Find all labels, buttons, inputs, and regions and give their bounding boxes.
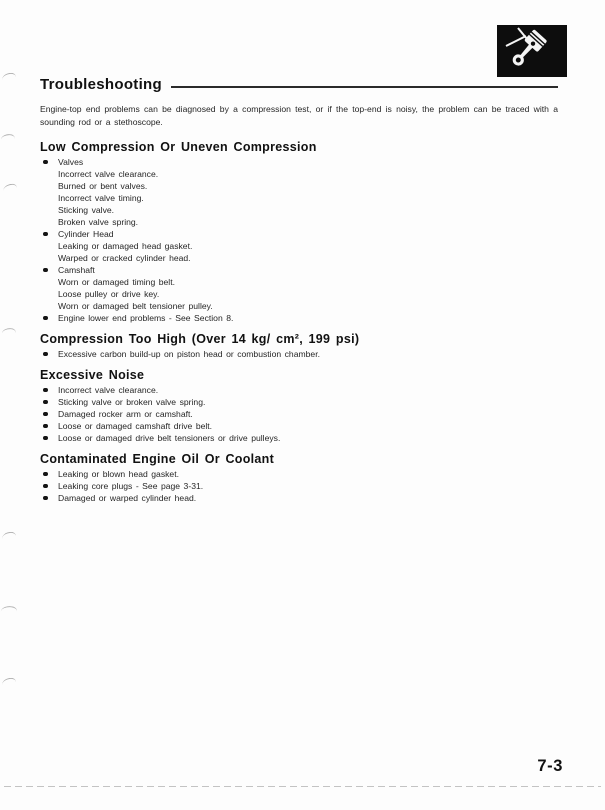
list-item <box>40 408 558 420</box>
list-item-label: Damaged rocker arm or camshaft. <box>58 409 193 419</box>
section-heading: Compression Too High (Over 14 kg/ cm², 199 psi) <box>40 332 360 346</box>
intro-line: Engine-top end problems can be diagnosed by a compression test, or if the top-end is noisy, the problem can be traced with a <box>40 104 558 114</box>
cause-list <box>40 468 558 504</box>
page-edge-mark <box>2 73 16 81</box>
intro-paragraph <box>40 103 558 128</box>
intro-line: sounding rod or a stethoscope. <box>40 116 163 127</box>
list-subitem: Leaking or damaged head gasket. <box>58 241 193 251</box>
list-item <box>40 348 558 360</box>
bullet-icon <box>43 352 48 357</box>
list-subitem: Broken valve spring. <box>58 217 139 227</box>
page-edge-mark <box>1 134 15 142</box>
list-subitem: Loose pulley or drive key. <box>58 289 160 299</box>
list-item <box>40 384 558 396</box>
list-item <box>40 228 558 264</box>
title-rule <box>171 86 558 88</box>
list-subitem: Warped or cracked cylinder head. <box>58 253 191 263</box>
section-icon-box <box>497 25 567 77</box>
page-edge-mark <box>1 605 18 613</box>
list-item-label: Sticking valve or broken valve spring. <box>58 397 206 407</box>
piston-connecting-rod-icon <box>497 25 567 77</box>
section-heading: Contaminated Engine Oil Or Coolant <box>40 452 275 466</box>
list-item-label: Excessive carbon build-up on piston head or combustion chamber. <box>58 349 320 359</box>
list-subitem: Worn or damaged timing belt. <box>58 277 175 287</box>
list-item-label: Engine lower end problems - See Section 8. <box>58 313 234 323</box>
bullet-icon <box>43 268 48 273</box>
list-item-label: Loose or damaged camshaft drive belt. <box>58 421 213 431</box>
list-item-label: Valves <box>58 157 84 167</box>
section-heading: Low Compression Or Uneven Compression <box>40 140 317 154</box>
list-item <box>40 468 558 480</box>
bullet-icon <box>43 424 48 429</box>
list-item <box>40 432 558 444</box>
list-item-label: Loose or damaged drive belt tensioners or drive pulleys. <box>58 433 281 443</box>
page-content <box>40 76 558 504</box>
bullet-icon <box>43 472 48 477</box>
section-heading: Excessive Noise <box>40 368 145 382</box>
bullet-icon <box>43 496 48 501</box>
cause-list <box>40 156 558 324</box>
list-item-label: Cylinder Head <box>58 229 114 239</box>
list-item-label: Camshaft <box>58 265 95 275</box>
cause-list <box>40 384 558 444</box>
cause-list <box>40 348 558 360</box>
troubleshooting-sections <box>40 128 558 504</box>
list-item <box>40 156 558 228</box>
bullet-icon <box>43 412 48 417</box>
bullet-icon <box>43 388 48 393</box>
bullet-icon <box>43 160 48 165</box>
list-subitem: Incorrect valve timing. <box>58 193 144 203</box>
bullet-icon <box>43 484 48 489</box>
list-subitem: Burned or bent valves. <box>58 181 148 191</box>
list-subitem: Worn or damaged belt tensioner pulley. <box>58 301 213 311</box>
page-edge-mark <box>2 678 16 686</box>
bullet-icon <box>43 316 48 321</box>
page-edge-mark <box>2 328 16 336</box>
page-edge-mark <box>3 183 18 191</box>
list-subitem: Incorrect valve clearance. <box>58 169 159 179</box>
list-item <box>40 396 558 408</box>
list-item-label: Incorrect valve clearance. <box>58 385 159 395</box>
title-row <box>40 76 558 94</box>
bottom-edge-line <box>4 786 601 787</box>
list-item-label: Leaking core plugs - See page 3-31. <box>58 481 204 491</box>
list-item <box>40 492 558 504</box>
list-item <box>40 480 558 492</box>
list-item <box>40 264 558 312</box>
list-item-label: Damaged or warped cylinder head. <box>58 493 197 503</box>
bullet-icon <box>43 436 48 441</box>
bullet-icon <box>43 400 48 405</box>
list-item <box>40 312 558 324</box>
page-number: 7-3 <box>537 757 563 775</box>
list-item <box>40 420 558 432</box>
page-edge-mark <box>2 532 16 540</box>
bullet-icon <box>43 232 48 237</box>
list-item-label: Leaking or blown head gasket. <box>58 469 179 479</box>
list-subitem: Sticking valve. <box>58 205 115 215</box>
page-title: Troubleshooting <box>40 76 162 93</box>
